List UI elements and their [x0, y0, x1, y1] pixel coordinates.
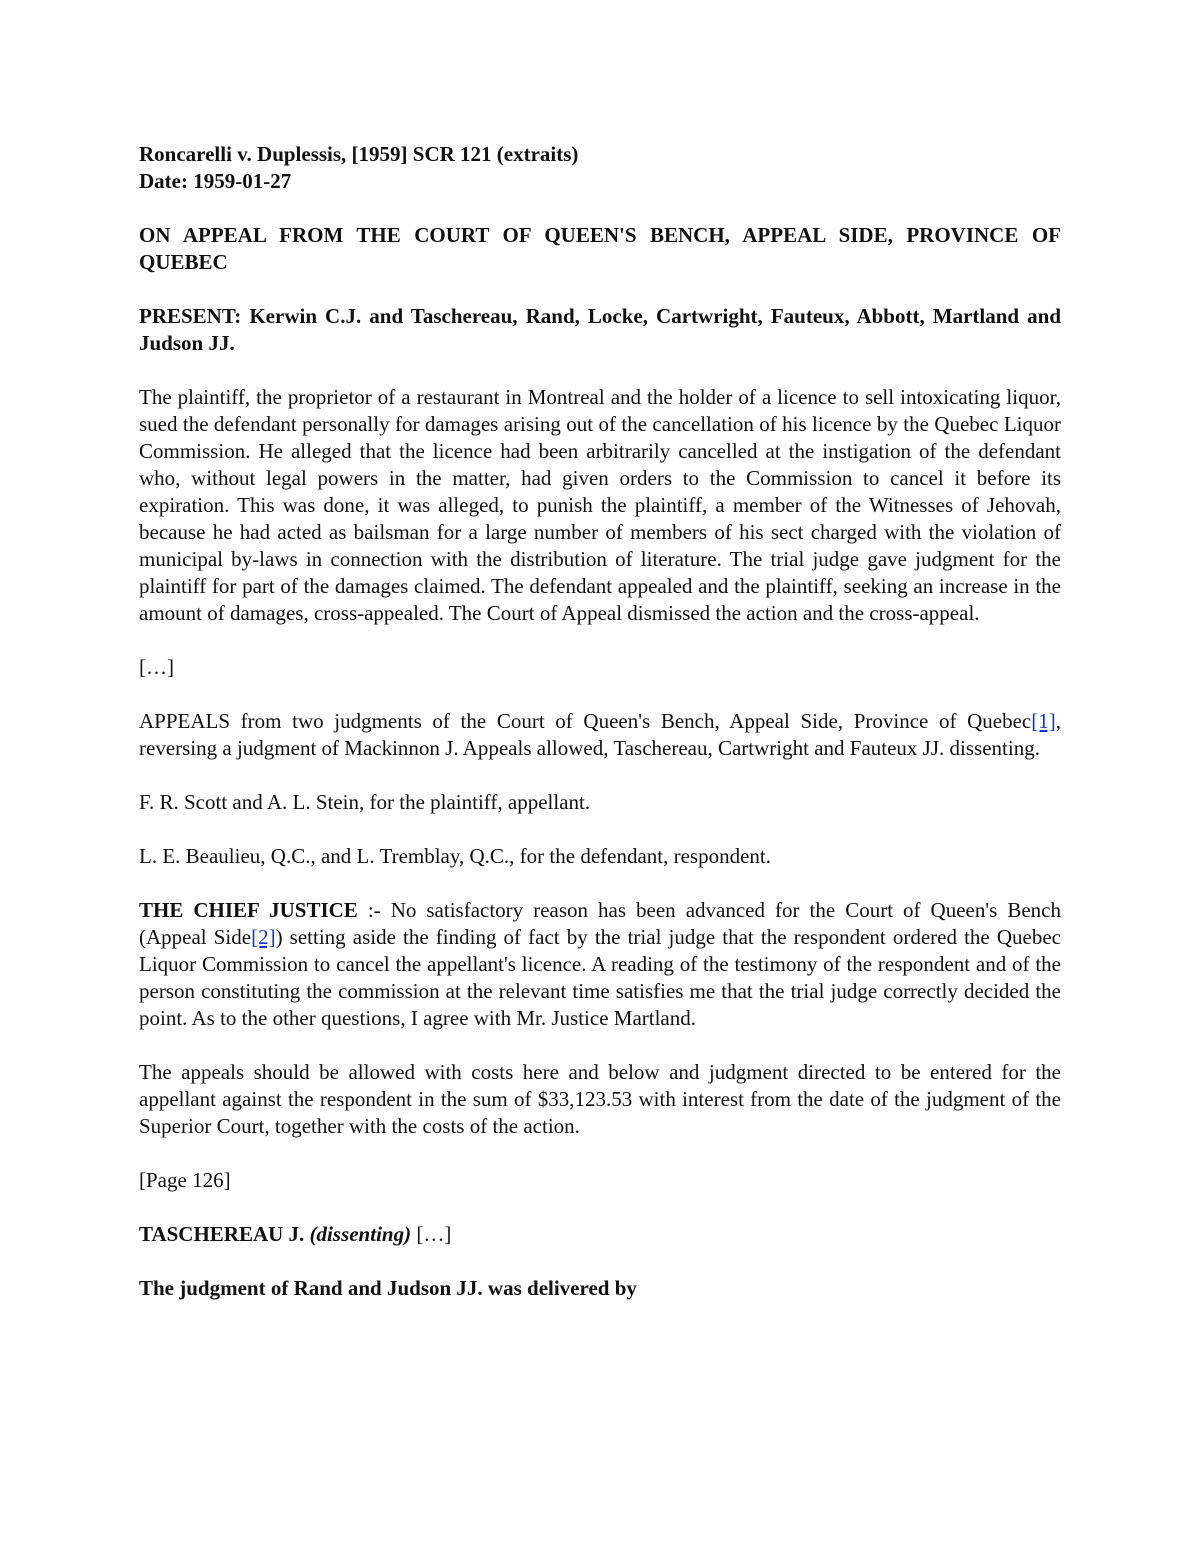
footnote-link-1[interactable]: [1] — [1031, 709, 1056, 733]
present-judges: PRESENT: Kerwin C.J. and Taschereau, Rand, Locke, Cartwright, Fauteux, Abbott, Martland and Judson JJ. — [139, 304, 1061, 355]
appeals-text-continued: , reversing a judgment of Mackinnon J. Appeals allowed, Taschereau, Cartwright and Fauteux JJ. dissenting. — [139, 709, 1061, 760]
document-page — [139, 141, 1061, 1302]
appeal-heading: ON APPEAL FROM THE COURT OF QUEEN'S BENCH, APPEAL SIDE, PROVINCE OF QUEBEC — [139, 223, 1061, 274]
ellipsis-marker: […] — [139, 655, 174, 679]
case-header — [139, 141, 1061, 195]
case-citation: Roncarelli v. Duplessis, [1959] SCR 121 (extraits) — [139, 142, 579, 166]
taschereau-name: TASCHEREAU J. — [139, 1222, 305, 1246]
dissenting-label: (dissenting) — [309, 1222, 412, 1246]
chief-justice-label: THE CHIEF JUSTICE — [139, 898, 358, 922]
conclusion-paragraph: The appeals should be allowed with costs here and below and judgment directed to be entered for the appellant against the respondent in the sum of $33,123.53 with interest from the date of the judgment of the Superior Court, together with the costs of the action. — [139, 1060, 1061, 1138]
taschereau-ellipsis: […] — [416, 1222, 452, 1246]
rand-judson-heading: The judgment of Rand and Judson JJ. was delivered by — [139, 1276, 637, 1300]
taschereau-heading — [139, 1221, 1061, 1248]
chief-justice-paragraph — [139, 897, 1061, 1032]
appeals-text: APPEALS from two judgments of the Court of Queen's Bench, Appeal Side, Province of Quebec — [139, 709, 1032, 733]
case-date: Date: 1959-01-27 — [139, 169, 292, 193]
footnote-link-2[interactable]: [2] — [251, 925, 276, 949]
chief-justice-text: :- No satisfactory reason has been advanced for the Court of Queen's Bench (Appeal Side — [139, 898, 1061, 949]
case-summary: The plaintiff, the proprietor of a restaurant in Montreal and the holder of a licence to sell intoxicating liquor, sued the defendant personally for damages arising out of the cancellation of his licence by the Quebec Liquor Commission. He alleged that the licence had been arbitrarily cancelled at the instigation of the defendant who, without legal powers in the matter, had given orders to the Commission to cancel it before its expiration. This was done, it was alleged, to punish the plaintiff, a member of the Witnesses of Jehovah, because he had acted as bailsman for a large number of members of his sect charged with the violation of municipal by-laws in connection with the distribution of literature. The trial judge gave judgment for the plaintiff for part of the damages claimed. The defendant appealed and the plaintiff, seeking an increase in the amount of damages, cross-appealed. The Court of Appeal dismissed the action and the cross-appeal. — [139, 385, 1061, 625]
page-marker: [Page 126] — [139, 1168, 231, 1192]
counsel-defendant: L. E. Beaulieu, Q.C., and L. Tremblay, Q.C., for the defendant, respondent. — [139, 844, 772, 868]
appeals-paragraph — [139, 708, 1061, 762]
chief-justice-text-continued: ) setting aside the finding of fact by the trial judge that the respondent ordered the Quebec Liquor Commission to cancel the appellant's licence. A reading of the testimony of the respondent and of the person constituting the commission at the relevant time satisfies me that the trial judge correctly decided the point. As to the other questions, I agree with Mr. Justice Martland. — [139, 925, 1061, 1030]
counsel-plaintiff: F. R. Scott and A. L. Stein, for the plaintiff, appellant. — [139, 790, 591, 814]
